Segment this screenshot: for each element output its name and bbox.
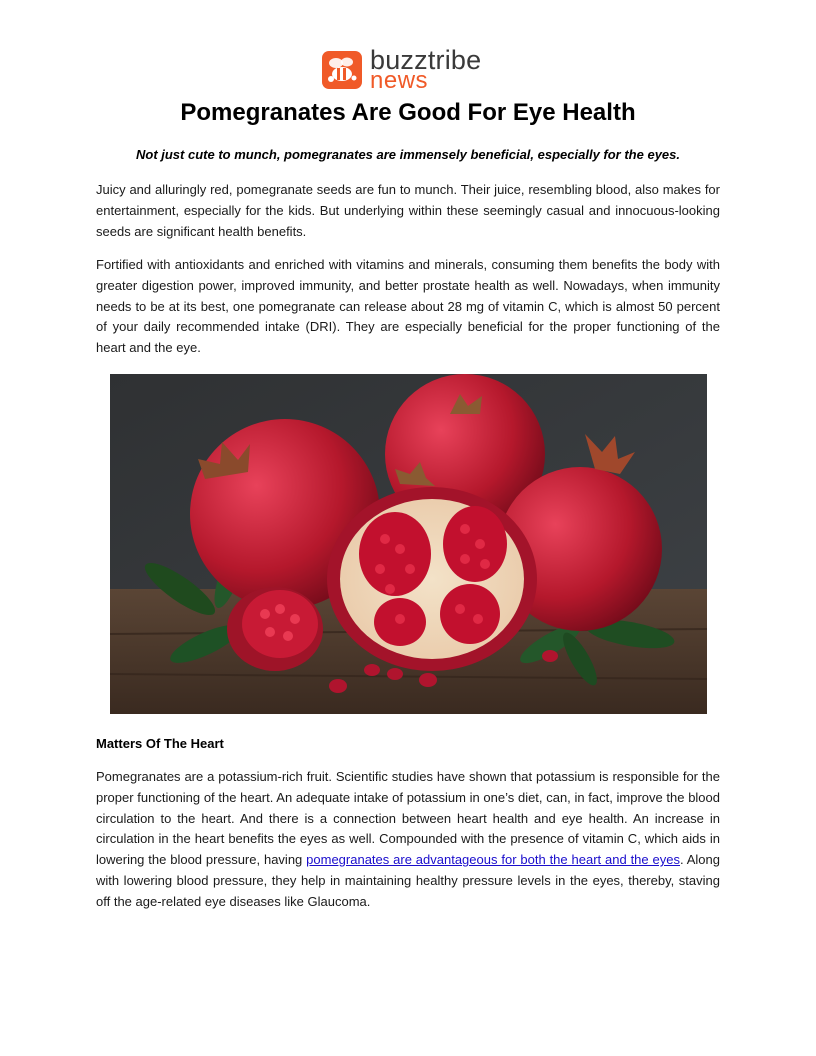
logo-text-top: buzztribe bbox=[370, 45, 482, 75]
article-title: Pomegranates Are Good For Eye Health bbox=[180, 99, 636, 126]
paragraph-nutrients: Fortified with antioxidants and enriched with vitamins and minerals, consuming them benefits the body with greater digestion power, improved immunity, and better prostate health as well. Nowadays, when immunity needs to be at its best, one pomegranate can release about 28 mg of vitamin C, which is almost 50 percent of your daily recommended intake (DRI). They are especially beneficial for the proper functioning of the heart and the eye. bbox=[96, 257, 720, 356]
paragraph-intro: Juicy and alluringly red, pomegranate seeds are fun to munch. Their juice, resembling blood, also makes for entertainment, especially for the kids. But underlying within these seemingly casual and innocuous-looking seeds are significant health benefits. bbox=[96, 182, 720, 239]
site-logo[interactable] bbox=[322, 45, 502, 94]
section-heading-heart: Matters Of The Heart bbox=[96, 736, 224, 751]
pomegranates-photo bbox=[110, 374, 707, 714]
article-subtitle: Not just cute to munch, pomegranates are immensely beneficial, especially for the eyes. bbox=[135, 147, 680, 162]
paragraph-heart-text-before: Pomegranates are a potassium-rich fruit. Scientific studies have shown that potassium is responsible for the proper functioning of the heart. An adequate intake of potassium in one’s diet, can, in fact, improve the blood circulation to the heart. And there is a connection between heart health and eye health. An increase in circulation in the heart benefits the eyes as well. Compounded with the presence of vitamin C, which aids in lowering the blood pressure, having bbox=[96, 769, 720, 868]
paragraph-heart-text-after: . Along with lowering blood pressure, they help in maintaining healthy pressure levels in the eyes, thereby, staving off the age-related eye diseases like Glaucoma. bbox=[96, 852, 720, 909]
logo-text-bottom: news bbox=[370, 67, 429, 94]
bee-icon bbox=[322, 51, 362, 89]
heart-eyes-link[interactable]: pomegranates are advantageous for both the heart and the eyes bbox=[306, 852, 680, 868]
paragraph-heart bbox=[96, 767, 720, 913]
